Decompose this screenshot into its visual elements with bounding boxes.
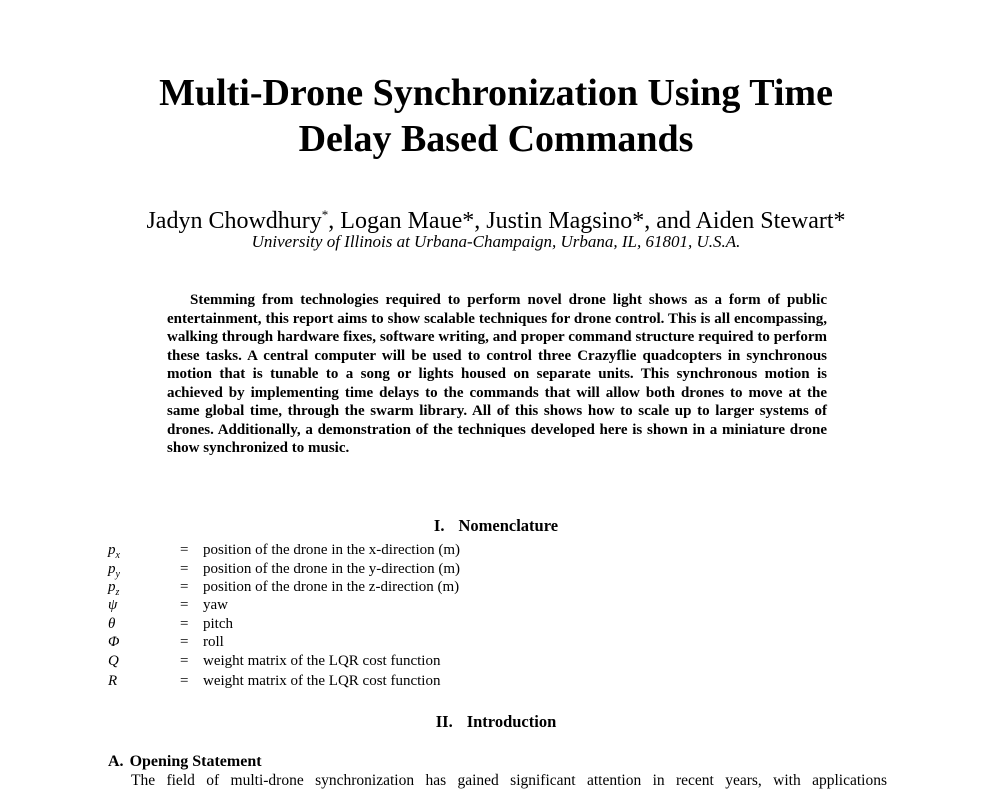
- nomenclature-equals: =: [180, 634, 189, 650]
- nomenclature-equals: =: [180, 616, 189, 632]
- title-line-2: Delay Based Commands: [298, 118, 694, 160]
- nomenclature-row: [108, 615, 608, 634]
- nomenclature-definition: position of the drone in the z-direction (m): [203, 579, 460, 595]
- nomenclature-definition: roll: [203, 634, 224, 650]
- nomenclature-row: [108, 652, 608, 671]
- nomenclature-definition: yaw: [203, 597, 228, 613]
- paper-title: [0, 70, 992, 162]
- nomenclature-symbol: $p_z$: [108, 579, 120, 598]
- subsection-label: A.: [108, 753, 124, 770]
- nomenclature-equals: =: [180, 673, 189, 689]
- nomenclature-symbol: $p_y$: [108, 561, 120, 580]
- subsection-heading: [108, 752, 262, 772]
- nomenclature-definition: position of the drone in the y-direction (m): [203, 561, 461, 577]
- nomenclature-row: [108, 560, 608, 579]
- nomenclature-equals: =: [180, 542, 189, 558]
- nomenclature-row: [108, 633, 608, 652]
- nomenclature-row: [108, 578, 608, 597]
- nomenclature-symbol: ψ: [108, 597, 118, 613]
- abstract: Stemming from technologies required to perform novel drone light shows as a form of public entertainment, this report aims to show scalable techniques for drone control. This is all encompassing, walking through hardware fixes, software writing, and proper command structure required to perform these tasks. A central computer will be used to control three Crazyflie quadcopters in synchronous motion that is tunable to a song or lights housed on separate units. This synchronous motion is achieved by implementing time delays to the commands that will allow both drones to move at the same global time, through the swarm library. All of this shows how to scale up to larger systems of drones. Additionally, a demonstration of the techniques developed here is shown in a miniature drone show synchronized to music.: [167, 292, 827, 456]
- first-author: Jadyn Chowdhury: [146, 208, 322, 234]
- nomenclature-row: [108, 672, 608, 691]
- nomenclature-definition: position of the drone in the x-direction (m): [203, 542, 461, 558]
- nomenclature-symbol: Φ: [108, 634, 120, 650]
- nomenclature-row: [108, 541, 608, 560]
- nomenclature-equals: =: [180, 561, 189, 577]
- nomenclature-symbol: θ: [108, 616, 116, 632]
- nomenclature-symbol: $p_x$: [108, 542, 120, 561]
- nomenclature-equals: =: [180, 579, 189, 595]
- body-paragraph: The field of multi-drone synchronization has gained significant attention in recent years, with applications: [131, 772, 887, 789]
- nomenclature-equals: =: [180, 597, 189, 613]
- subsection-title: Opening Statement: [129, 753, 262, 770]
- nomenclature-equals: =: [180, 653, 189, 669]
- section-heading-nomenclature: [0, 516, 992, 536]
- nomenclature-definition: weight matrix of the LQR cost function: [203, 653, 441, 669]
- affiliation: University of Illinois at Urbana-Champaign, Urbana, IL, 61801, U.S.A.: [251, 232, 741, 251]
- nomenclature-row: [108, 596, 608, 615]
- section-number: I.: [433, 516, 445, 535]
- other-authors: , Logan Maue*, Justin Magsino*, and Aiden Stewart*: [328, 208, 846, 234]
- nomenclature-symbol: R: [108, 673, 118, 689]
- section-number: II.: [435, 712, 453, 731]
- section-title: Nomenclature: [458, 516, 559, 535]
- title-line-1: Multi-Drone Synchronization Using Time: [159, 72, 833, 114]
- first-author-mark: *: [321, 207, 329, 222]
- section-heading-introduction: [0, 712, 992, 732]
- nomenclature-definition: weight matrix of the LQR cost function: [203, 673, 441, 689]
- nomenclature-symbol: Q: [108, 653, 119, 669]
- nomenclature-definition: pitch: [203, 616, 233, 632]
- section-title: Introduction: [466, 712, 557, 731]
